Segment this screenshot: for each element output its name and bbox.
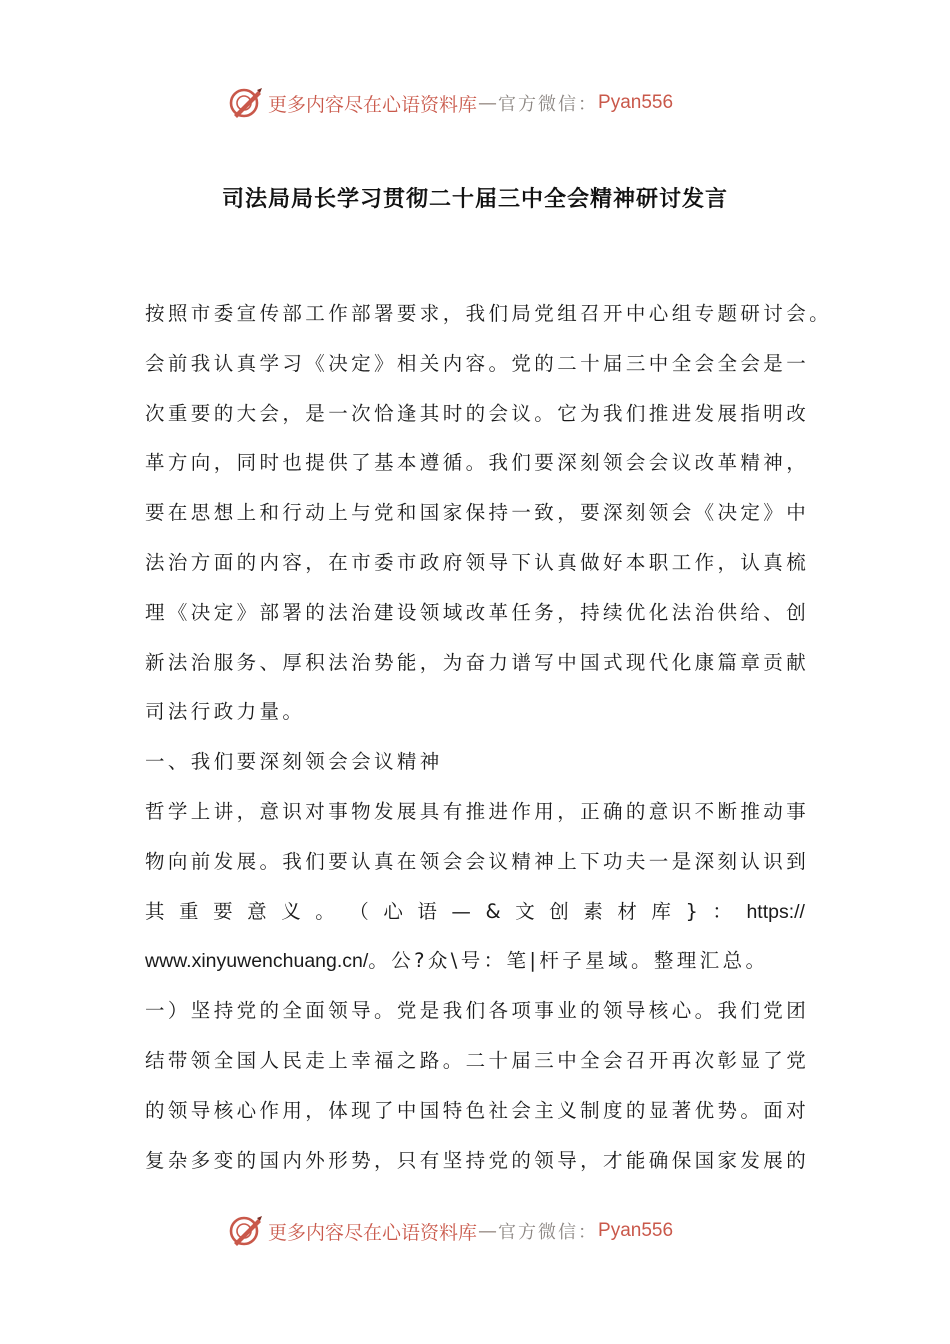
document-body bbox=[145, 296, 833, 1192]
url-line bbox=[145, 943, 815, 993]
banner-wechat-id: Pyan556 bbox=[598, 1220, 674, 1241]
paragraph-line: 司法行政力量。 bbox=[145, 700, 306, 724]
paragraph-line: 新法治服务、厚积法治势能，为奋力谱写中国式现代化康篇章贡献 bbox=[145, 650, 810, 674]
paragraph-line: 革方向，同时也提供了基本遵循。我们要深刻领会会议改革精神， bbox=[145, 451, 810, 475]
paragraph-line: 理《决定》部署的法治建设领域改革任务，持续优化法治供给、创 bbox=[145, 600, 810, 624]
paragraph-line: 要在思想上和行动上与党和国家保持一致，要深刻领会《决定》中 bbox=[145, 501, 810, 525]
paragraph-line: 结带领全国人民走上幸福之路。二十届三中全会召开再次彰显了党 bbox=[145, 1048, 810, 1072]
paragraph-line: 复杂多变的国内外形势，只有坚持党的领导，才能确保国家发展的 bbox=[145, 1148, 810, 1172]
website-link[interactable]: www.xinyuwenchuang.cn/ bbox=[145, 950, 369, 973]
banner-wechat-id: Pyan556 bbox=[598, 92, 674, 113]
char: 心 bbox=[383, 899, 403, 923]
paragraph-line: 按照市委宣传部工作部署要求，我们局党组召开中心组专题研讨会。 bbox=[145, 302, 833, 325]
char: — bbox=[451, 899, 471, 923]
paragraph-line: 物向前发展。我们要认真在领会会议精神上下功夫一是深刻认识到 bbox=[145, 849, 810, 873]
url-line-rest: 。公?众\号：笔|杆子星域。整理汇总。 bbox=[368, 949, 769, 973]
banner-wechat-label: 官方微信： bbox=[498, 1222, 599, 1243]
paragraph-line: 次重要的大会，是一次恰逢其时的会议。它为我们推进发展指明改 bbox=[145, 401, 810, 425]
char: 。 bbox=[315, 899, 335, 923]
banner-brand-text: 更多内容尽在心语资料库 bbox=[268, 1221, 478, 1244]
char: 文 bbox=[515, 899, 535, 923]
document-title: 司法局局长学习贯彻二十届三中全会精神研讨发言 bbox=[221, 187, 728, 212]
char: 语 bbox=[417, 899, 437, 923]
char: 库 bbox=[651, 899, 671, 923]
banner-wechat-label: 官方微信： bbox=[498, 94, 599, 115]
char: 材 bbox=[617, 899, 637, 923]
char: 重 bbox=[179, 899, 199, 923]
char: & bbox=[485, 899, 501, 923]
footer-banner bbox=[228, 1211, 673, 1251]
char: 素 bbox=[583, 899, 603, 923]
paragraph-line: 一）坚持党的全面领导。党是我们各项事业的领导核心。我们党团 bbox=[145, 999, 810, 1023]
banner-dash: — bbox=[478, 1220, 498, 1242]
header-banner bbox=[228, 83, 673, 123]
banner-brand-text: 更多内容尽在心语资料库 bbox=[268, 93, 478, 116]
char: （ bbox=[349, 899, 369, 923]
char: 其 bbox=[145, 899, 165, 923]
char: 义 bbox=[281, 899, 301, 923]
char: ： bbox=[712, 899, 732, 923]
paragraph-line: 哲学上讲，意识对事物发展具有推进作用，正确的意识不断推动事 bbox=[145, 799, 810, 823]
pen-logo-icon bbox=[228, 85, 264, 121]
paragraph-line: 会前我认真学习《决定》相关内容。党的二十届三中全会全会是一 bbox=[145, 351, 810, 375]
char: } bbox=[685, 899, 698, 923]
char: 意 bbox=[247, 899, 267, 923]
url-prefix[interactable]: https:// bbox=[746, 900, 805, 923]
section-heading: 一、我们要深刻领会会议精神 bbox=[145, 750, 443, 774]
banner-dash: — bbox=[478, 92, 498, 114]
paragraph-line: 法治方面的内容，在市委市政府领导下认真做好本职工作，认真梳 bbox=[145, 550, 810, 574]
paragraph-line: 的领导核心作用，体现了中国特色社会主义制度的显著优势。面对 bbox=[145, 1098, 810, 1122]
char: 要 bbox=[213, 899, 233, 923]
char: 创 bbox=[549, 899, 569, 923]
pen-logo-icon bbox=[228, 1213, 264, 1249]
justified-line bbox=[145, 894, 805, 944]
